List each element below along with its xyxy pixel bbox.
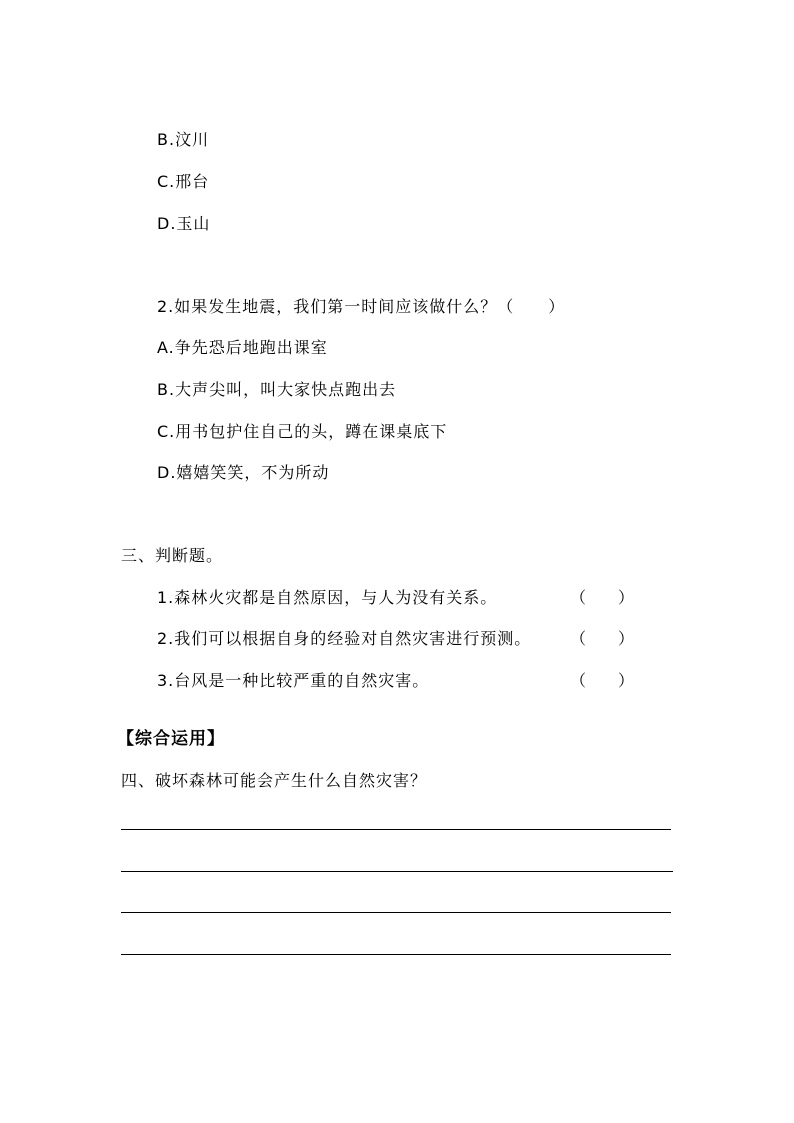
answer-line-3[interactable] [121,912,671,913]
tf-item-2-answer-blank[interactable]: （ ） [570,629,635,648]
q1-option-b: B.汶川 [157,130,210,149]
q1-option-c: C.邢台 [157,172,210,191]
tf-item-1-text: 1.森林火灾都是自然原因，与人为没有关系。 [157,588,498,607]
section4-heading: 【综合运用】 [117,729,225,749]
section4-question: 四、破坏森林可能会产生什么自然灾害？ [121,771,428,790]
q2-option-c: C.用书包护住自己的头，蹲在课桌底下 [157,422,448,441]
q1-option-d: D.玉山 [157,214,211,233]
answer-line-2[interactable] [121,871,673,872]
q2-stem: 2.如果发生地震，我们第一时间应该做什么？（ ） [157,297,566,316]
q2-option-a: A.争先恐后地跑出课室 [157,338,328,357]
tf-item-3-answer-blank[interactable]: （ ） [570,671,635,690]
tf-item-2-text: 2.我们可以根据自身的经验对自然灾害进行预测。 [157,629,532,648]
answer-line-1[interactable] [121,829,671,830]
answer-line-4[interactable] [121,954,671,955]
tf-item-1-answer-blank[interactable]: （ ） [570,588,635,607]
q2-option-d: D.嬉嬉笑笑，不为所动 [157,463,330,482]
q2-option-b: B.大声尖叫，叫大家快点跑出去 [157,380,397,399]
tf-item-3-text: 3.台风是一种比较严重的自然灾害。 [157,671,430,690]
section3-title: 三、判断题。 [121,546,224,565]
